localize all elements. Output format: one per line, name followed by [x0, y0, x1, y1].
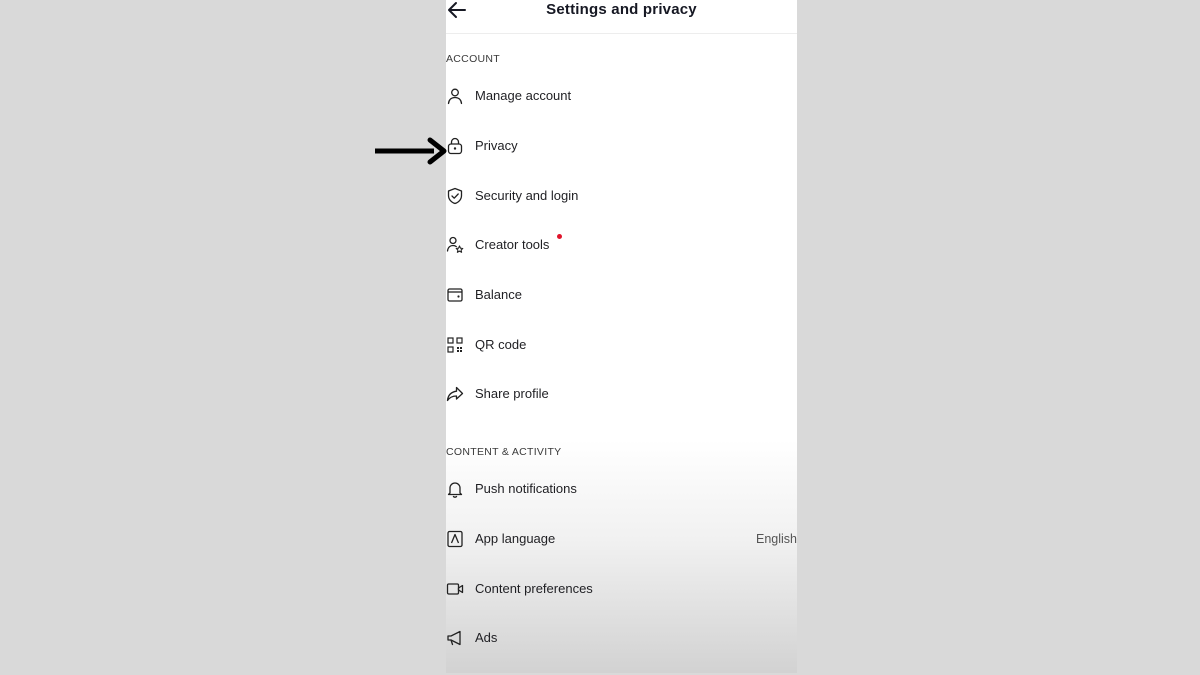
language-icon	[446, 530, 464, 548]
settings-item-qr-code[interactable]	[446, 331, 797, 359]
notification-dot	[557, 234, 562, 239]
settings-item-label: Balance	[475, 287, 522, 302]
settings-item-content-preferences[interactable]	[446, 575, 797, 603]
language-value: English	[756, 532, 797, 546]
header-bar	[446, 0, 797, 34]
settings-item-privacy[interactable]	[446, 132, 797, 160]
pointer-arrow-icon	[374, 136, 448, 166]
settings-item-label: Creator tools	[475, 237, 550, 252]
settings-item-label: Ads	[475, 630, 498, 645]
section-label-content-activity: CONTENT & ACTIVITY	[446, 446, 562, 458]
arrow-left-icon	[446, 0, 468, 20]
settings-item-label: Privacy	[475, 138, 518, 153]
settings-item-manage-account[interactable]	[446, 82, 797, 110]
settings-item-security-and-login[interactable]	[446, 182, 797, 210]
settings-item-label: Security and login	[475, 188, 579, 203]
settings-item-creator-tools[interactable]	[446, 231, 797, 259]
share-icon	[446, 385, 464, 403]
page-title: Settings and privacy	[546, 1, 697, 18]
settings-item-label: App language	[475, 531, 556, 546]
bell-icon	[446, 480, 464, 498]
settings-item-ads[interactable]	[446, 624, 797, 652]
back-button[interactable]	[446, 0, 470, 20]
settings-screen	[446, 0, 797, 673]
settings-item-label: Content preferences	[475, 581, 593, 596]
settings-item-share-profile[interactable]	[446, 380, 797, 408]
megaphone-icon	[446, 629, 464, 647]
settings-item-balance[interactable]	[446, 281, 797, 309]
video-icon	[446, 580, 464, 598]
settings-item-app-language[interactable]	[446, 525, 797, 553]
settings-item-label: Push notifications	[475, 481, 577, 496]
section-label-account: ACCOUNT	[446, 53, 501, 65]
settings-item-label: Manage account	[475, 88, 572, 103]
qr-code-icon	[446, 336, 464, 354]
settings-item-push-notifications[interactable]	[446, 475, 797, 503]
wallet-icon	[446, 286, 464, 304]
settings-item-label: Share profile	[475, 386, 549, 401]
lock-icon	[446, 137, 464, 155]
shield-icon	[446, 187, 464, 205]
creator-icon	[446, 236, 464, 254]
person-icon	[446, 87, 464, 105]
settings-item-label: QR code	[475, 337, 527, 352]
